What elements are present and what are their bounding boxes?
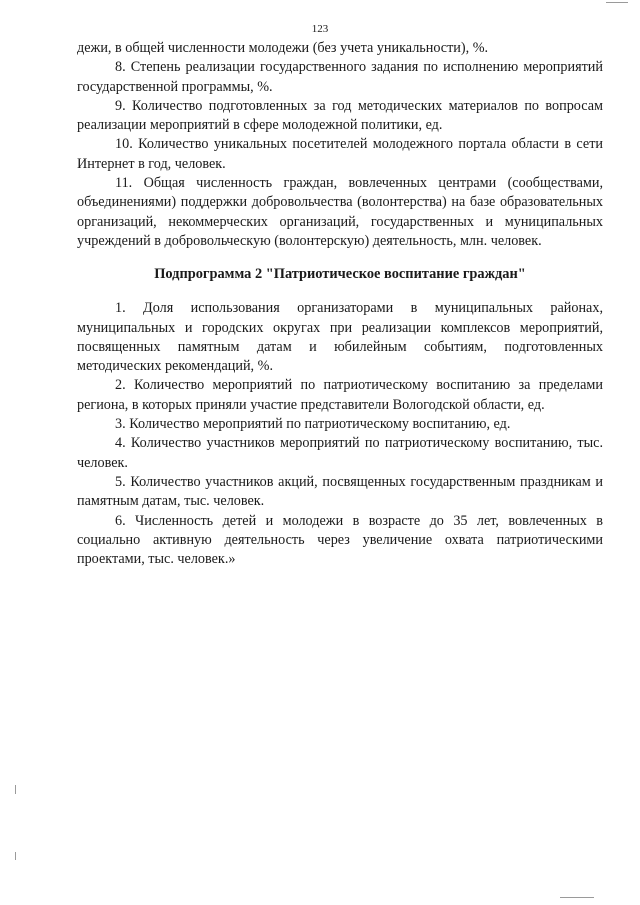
indicator-item-9: 9. Количество подготовленных за год методических материалов по вопросам реализации мероприятий в сфере молодежной политики, ед. [77,97,603,134]
document-body [77,39,603,569]
scan-artifact-bottom-right [560,897,594,898]
indicator-item-8: 8. Степень реализации государственного задания по исполнению мероприятий государственной программы, %. [77,59,603,95]
page-number: 123 [311,23,329,35]
subprogram-indicator-1: 1. Доля использования организаторами в муниципальных районах, муниципальных и городских округах при реализации комплексов мероприятий, посвященных памятным датам и юбилейным событиям, подготовленных методических рекомендаций, %. [77,300,603,375]
subprogram-indicator-5: 5. Количество участников акций, посвященных государственным праздникам и памятным датам, тыс. человек. [77,473,603,510]
paragraph-continuation: дежи, в общей численности молодежи (без учета уникальности), %. [77,40,489,56]
indicator-item-10: 10. Количество уникальных посетителей молодежного портала области в сети Интернет в год, человек. [77,136,603,172]
subprogram-indicator-6: 6. Численность детей и молодежи в возрасте до 35 лет, вовлеченных в социально активную деятельность через увеличение охвата патриотическими проектами, тыс. человек.» [77,512,603,568]
scan-artifact-left-1 [15,785,16,794]
indicator-item-11: 11. Общая численность граждан, вовлеченных центрами (сообществами, объединениями) поддержки добровольчества (волонтерства) на базе образовательных организаций, некоммерческих организаций, государственных и муниципальных учреждений в добровольческую (волонтерскую) деятельность, млн. человек. [77,175,603,249]
subprogram-indicator-2: 2. Количество мероприятий по патриотическому воспитанию за пределами региона, в которых приняли участие представители Вологодской области, ед. [77,377,603,413]
scan-artifact-top-right [606,2,628,3]
subprogram-heading: Подпрограмма 2 "Патриотическое воспитание граждан" [154,266,526,283]
subprogram-indicator-3: 3. Количество мероприятий по патриотическому воспитанию, ед. [115,416,511,433]
scan-artifact-left-2 [15,852,16,860]
subprogram-indicator-4: 4. Количество участников мероприятий по патриотическому воспитанию, тыс. человек. [77,435,603,471]
